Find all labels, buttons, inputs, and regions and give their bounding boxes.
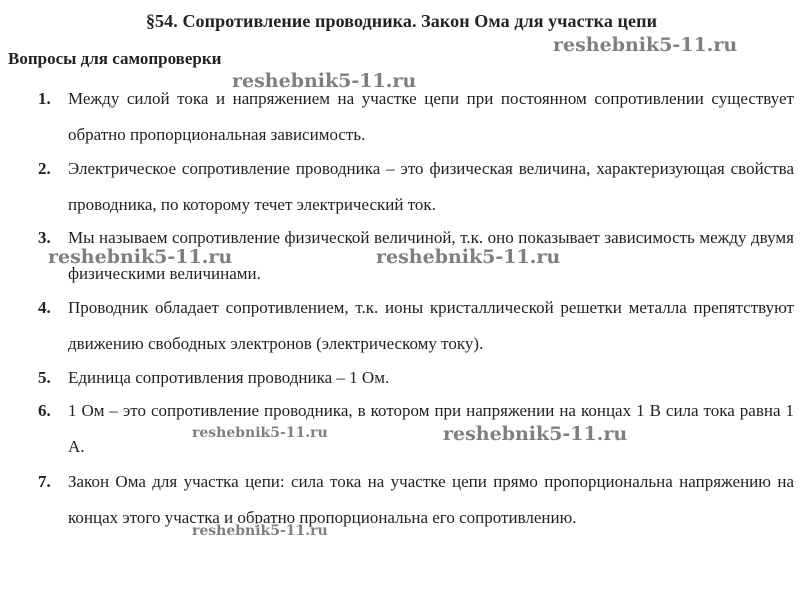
item-text: Закон Ома для участка цепи: сила тока на участке цепи прямо пропорциональна напряжению на концах этого участка и обратно пропорциональна его сопротивлению. bbox=[68, 472, 794, 527]
watermark: reshebnik5-11.ru bbox=[376, 246, 561, 268]
section-subtitle: Вопросы для самопроверки bbox=[8, 49, 222, 68]
watermark: reshebnik5-11.ru bbox=[553, 34, 738, 56]
watermark: reshebnik5-11.ru bbox=[192, 523, 328, 539]
page-title: §54. Сопротивление проводника. Закон Ома для участка цепи bbox=[145, 11, 658, 31]
item-number: 3. bbox=[38, 228, 51, 247]
item-text: Электрическое сопротивление проводника – это физическая величина, характеризующая свойства проводника, по которому течет электрический ток. bbox=[68, 159, 794, 214]
item-text: Единица сопротивления проводника – 1 Ом. bbox=[68, 368, 390, 387]
item-number: 1. bbox=[38, 89, 51, 108]
item-number: 4. bbox=[38, 298, 51, 317]
item-text: Мы называем сопротивление физической величиной, т.к. оно показывает зависимость между двумя физическими величинами. bbox=[68, 228, 794, 283]
watermark: reshebnik5-11.ru bbox=[48, 246, 233, 268]
item-text: Проводник обладает сопротивлением, т.к. ионы кристаллической решетки металла препятствуют движению свободных электронов (электрическому току). bbox=[68, 298, 794, 353]
item-number: 5. bbox=[38, 368, 51, 387]
item-number: 7. bbox=[38, 472, 51, 491]
item-number: 6. bbox=[38, 401, 51, 420]
item-text: Между силой тока и напряжением на участке цепи при постоянном сопротивлении существует обратно пропорциональная зависимость. bbox=[68, 89, 794, 144]
watermark: reshebnik5-11.ru bbox=[232, 70, 417, 92]
item-text: 1 Ом – это сопротивление проводника, в котором при напряжении на концах 1 В сила тока равна 1 А. bbox=[68, 401, 794, 456]
watermark: reshebnik5-11.ru bbox=[192, 425, 328, 441]
item-number: 2. bbox=[38, 159, 51, 178]
watermark: reshebnik5-11.ru bbox=[443, 423, 628, 445]
